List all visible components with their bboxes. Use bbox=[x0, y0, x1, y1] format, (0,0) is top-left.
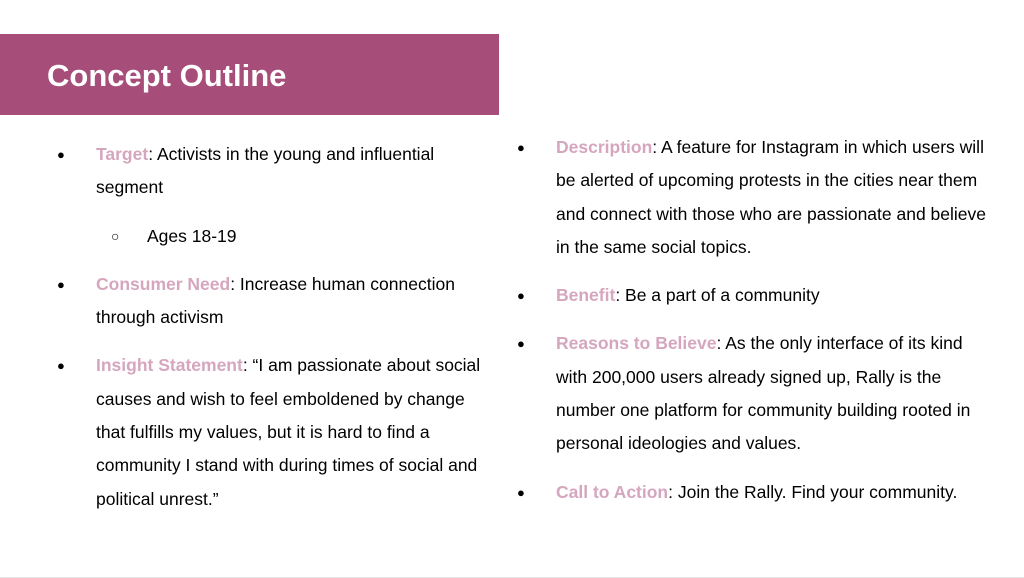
item-label: Consumer Need bbox=[96, 273, 231, 294]
left-column bbox=[57, 138, 487, 531]
item-label: Reasons to Believe bbox=[556, 333, 717, 354]
bullet-icon: ● bbox=[517, 484, 525, 500]
item-text: : A feature for Instagram in which users will be alerted of upcoming protests in the cities near them and connect with those who are passionate and believe in the same social topics. bbox=[556, 137, 987, 257]
item-text: : Join the Rally. Find your community. bbox=[668, 481, 958, 502]
bullet-icon: ● bbox=[517, 336, 525, 352]
item-text: : Increase human connection through activism bbox=[96, 273, 455, 328]
item-label: Insight Statement bbox=[96, 355, 243, 376]
bullet-item-target bbox=[57, 138, 487, 205]
right-column bbox=[517, 131, 997, 524]
bullet-icon: ● bbox=[517, 288, 525, 304]
item-text: : As the only interface of its kind with 200,000 users already signed up, Rally is the number one platform for community building rooted in personal ideologies and values. bbox=[556, 333, 971, 454]
item-label: Target bbox=[96, 144, 149, 164]
item-text: : Activists in the young and influential segment bbox=[96, 144, 435, 198]
sub-bullet-item-age bbox=[57, 220, 487, 253]
bullet-item-consumer-need bbox=[57, 268, 487, 335]
item-text: : “I am passionate about social causes and wish to feel emboldened by change that fulfills my values, but it is hard to find a community I stand with during times of social and political unrest.” bbox=[96, 355, 481, 509]
bullet-icon: ● bbox=[57, 358, 65, 374]
item-text: : Be a part of a community bbox=[615, 285, 820, 306]
bullet-icon: ● bbox=[57, 147, 65, 162]
item-label: Description bbox=[556, 137, 653, 157]
bullet-icon: ● bbox=[57, 276, 65, 292]
bullet-item-description bbox=[517, 131, 997, 264]
bullet-item-call-to-action bbox=[517, 476, 997, 509]
bullet-item-reasons-to-believe bbox=[517, 327, 997, 460]
slide-title: Concept Outline bbox=[47, 58, 287, 93]
bullet-icon: ● bbox=[517, 140, 525, 155]
item-label: Call to Action bbox=[556, 481, 669, 502]
item-text: Ages 18-19 bbox=[147, 225, 237, 246]
bullet-item-benefit bbox=[517, 279, 997, 312]
item-label: Benefit bbox=[556, 285, 616, 306]
bullet-item-insight-statement bbox=[57, 349, 487, 515]
sub-bullet-icon: ○ bbox=[111, 227, 120, 244]
